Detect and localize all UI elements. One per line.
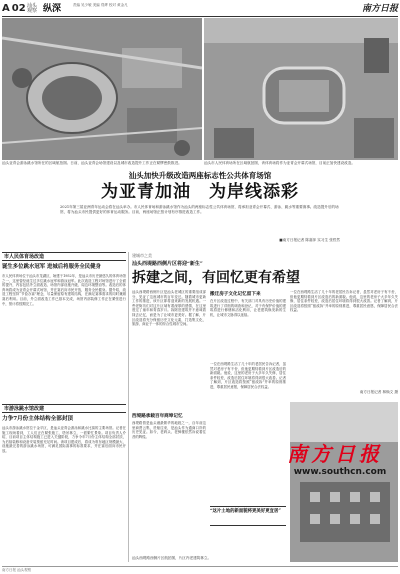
page-number: A 02 xyxy=(2,3,26,14)
photo-right-caption: 汕头市人民体育场所在区域航拍图，该体育场将作为亚青会开幕式场馆，目前正加快建设改造。 xyxy=(204,161,355,165)
feature-label: 建城市之美 xyxy=(132,253,152,258)
column-title: 纵深 xyxy=(43,4,62,14)
feature-right-body: 一位在西堤路生活了几十年的老居民告诉记者，虽然对老房子有不舍，但他更期待看到片区改造后的新面貌。他说，这里的老房子大多年久失修，居住条件较差，改造后居住环境将得到很大改善。记者了解到，片区改造将按照“留改拆”并举的原则推进，尊重居民意愿，保障居民合法权益。 xyxy=(290,290,398,313)
masthead-logo: 南方日报 xyxy=(361,4,398,14)
feature-kicker: 汕头西堤路西侧片区将迎“新生” xyxy=(132,261,203,267)
column-divider xyxy=(128,252,129,562)
feature-subtitle-history: 西堤路承载百年商埠记忆 xyxy=(132,414,183,419)
section-label: 汕头 观察 xyxy=(27,3,38,14)
feature-photo-art xyxy=(290,402,398,562)
section-bar-natatorium: 市游泳跳水馆改建 xyxy=(2,404,126,413)
feature-photo[interactable] xyxy=(290,402,398,562)
southcn-logo: 南方日报 xyxy=(287,442,383,466)
feature-subtitle-memory: 搬迁房子文化记忆留下来 xyxy=(210,292,261,297)
editor-meta: 责编 吴少敏 美编 郑烨 校对 黄金凡 xyxy=(73,3,128,7)
stadium-body: 市人民体育场位于汕头市龙湖区，始建于1952年，是汕头市历史最悠久的体育场馆之一，这里曾经诞生过多位跳水冠军和游泳冠军。此次改造工程对场馆进行了全面的提升，内容包括外立面改造、场馆内部设施升级、周边环境整治等。改造后的体育场将成为亚青会开幕式场馆，并在赛后向市民开放，服务全民健身。据介绍，改造工程坚持“节俭办赛”理念，尽量保留原有建筑结构，在满足赛事需求的同时兼顾赛后利用。目前，外立面改造工作已基本完成，场馆内部装修工作正在紧张进行中，预计将按期完工。 xyxy=(2,274,126,306)
feature-column-continued: 一位在西堤路生活了几十年的老居民告诉记者，虽然对老房子有不舍，但他更期待看到片区改造后的新面貌。他说，这里的老房子大多年久失修，居住条件较差，改造后居住环境将得到很大改善。记者了解到，片区改造将按照“留改拆”并举的原则推进，尊重居民意愿，保障居民合法权益。 xyxy=(210,362,286,389)
photo-left-caption: 汕头亚青会游泳跳水馆所在的区域航拍图。日前，汕头亚青会场馆建设以及城市改造提升工作正在紧锣密鼓推进。 xyxy=(2,161,182,165)
feature-body: 汕头西堤路西侧片区是汕头老城区的重要组成部分，见证了这座城市的百年变迁。随着城市更新工作的推进，该片区即将迎来新的发展机遇。一些老街坊们对这片区域有着深厚的感情，在这里度过了童年和青春岁月。拆除旧建筑并不意味着抹去记忆，而是为了让城市更美好。据了解，片区改造将充分保留历史文化元素，打造集文化、旅游、商业于一体的综合性城市空间。 xyxy=(132,290,206,327)
main-byline: ■南方日报记者 陈嘉萍 实习生 张哲然 xyxy=(279,238,340,242)
feature-history-body: 西堤路曾是汕头港最繁华的地段之一，百年前这里商贾云集、货船往来，是汕头作为通商口岸的历史见证。如今，老码头、老骑楼依然诉说着往昔的辉煌。 xyxy=(132,421,206,439)
main-kicker: 汕头加快升级改造两座标志性公共体育场馆 xyxy=(128,171,272,180)
natatorium-body: 汕头市游泳跳水馆位于金平区，是汕头亚青会游泳和跳水比赛的主要场馆。记者在施工现场看到，工人们正在紧张施工，塔吊林立，一派繁忙景象。项目负责人介绍，目前项目主体结构施工已进入关键阶段，力争今年7月份主体结构全部封顶，为后续装修和设备安装预留充足时间。该项目建成后，将成为粤东地区规模最大、设施最完善的游泳跳水场馆，可满足国际赛事的标准要求，并在赛后面向市民开放。 xyxy=(2,426,126,453)
aerial-photo-left[interactable] xyxy=(2,18,202,160)
feature-photo-credit: 南方日报记者 林焕文 摄 xyxy=(359,390,398,394)
feature-memory-body: 在片区改造过程中，有关部门对具有历史价值的建筑进行了详细的调查和登记，对于有保护价值的建筑将进行修缮和活化利用，让老建筑焕发新的生机，让城市文脉得以延续。 xyxy=(210,299,286,317)
aerial-photo-left-art xyxy=(2,18,202,160)
header-rule xyxy=(2,16,398,17)
main-lead: 2021年第三届亚洲青年运动会将在汕头举办。市人民体育场和游泳跳水馆作为汕头的两座标志性公共体育场馆，将承担亚青会开幕式、游泳、跳水等重要赛事。改造提升后的场馆，将为汕头市民提供更好的体育运动服务。目前，两座场馆正按计划有序推进改造工作。 xyxy=(60,205,339,214)
stadium-subhead: 诞生多位跳水冠军 进城后将服务全民健身 xyxy=(2,264,101,270)
page-footer: 南方日报 汕头观察 xyxy=(2,566,398,573)
aerial-photo-right[interactable] xyxy=(204,18,398,160)
section-bar-stadium: 市人民体育场改造 xyxy=(2,252,126,261)
feature-headline: 拆建之间，有回忆更有希望 xyxy=(132,270,300,286)
aerial-photo-right-art xyxy=(204,18,398,160)
feature-pull-quote: “这片土地的新面貌将更美好更宜居” xyxy=(210,506,286,526)
natatorium-subhead: 力争7月份主体结构全部封顶 xyxy=(2,416,74,422)
southcn-url[interactable]: www.southcn.com xyxy=(293,467,387,477)
main-headline: 为亚青加油 为岸线添彩 xyxy=(101,182,299,202)
feature-photo-caption: 汕头西堤路西侧片区航拍图，片区内老建筑林立。 xyxy=(132,556,212,560)
